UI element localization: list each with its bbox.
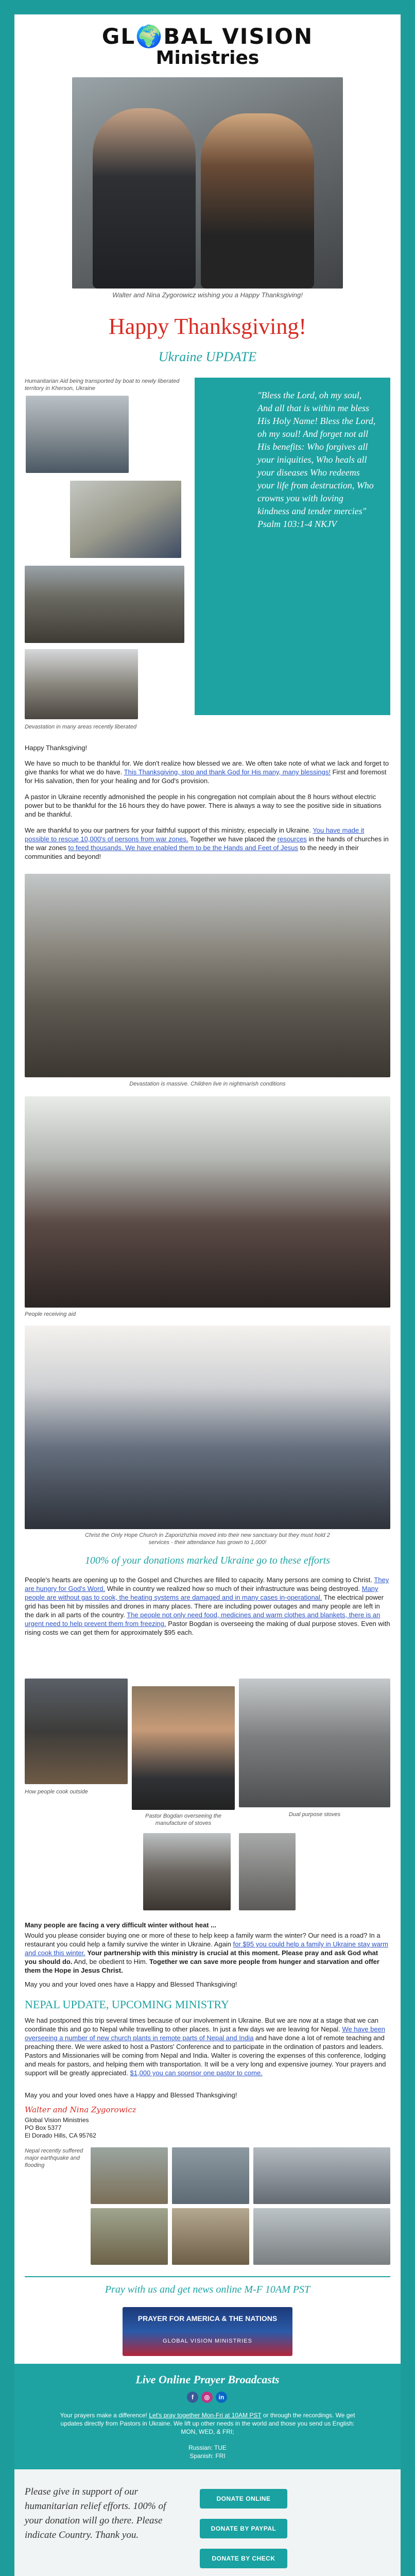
- prayer-banner-line1: PRAYER FOR AMERICA & THE NATIONS: [137, 2314, 278, 2323]
- church-plants-link[interactable]: We have been overseeing a number of new church plants in remote parts of Nepal and India: [25, 2025, 386, 2042]
- donate-panel: [14, 2469, 401, 2576]
- city-line: El Dorado Hills, CA 95762: [25, 2132, 96, 2139]
- hero-caption: Walter and Nina Zygorowicz wishing you a Happy Thanksgiving!: [112, 291, 303, 299]
- nepal-photo-2: [172, 2147, 249, 2204]
- prayer-banner[interactable]: [123, 2307, 292, 2356]
- nepal-title: NEPAL UPDATE, UPCOMING MINISTRY: [25, 1998, 229, 2011]
- outdoor-cooking-caption: How people cook outside: [25, 1789, 88, 1795]
- appeal-paragraph: Would you please consider buying one or more of these to help keep a family warm the winter? Our need is a road? In a restaurant you could help a family survive the winter in Ukraine. Again for $95 you could help a family in Ukraine stay warm and cook this winter. Your partnership with this ministry is crucial at this moment. Please pray and ask God what you should do. And, be obedient to Him. Together we can save more people from hunger and starvation and offer them the Hope in Jesus Christ.: [25, 1931, 388, 1974]
- donate-text: Please give in support of our humanitarian relief efforts. 100% of your donation will go there. Please indicate Country. Thank you.: [25, 2486, 166, 2540]
- thanksgiving-title: Happy Thanksgiving!: [108, 314, 307, 339]
- broadcast-time-link[interactable]: Let's pray together Mon-Fri at 10AM PST: [149, 2412, 262, 2419]
- stove-95-link[interactable]: for $95 you could help a family in Ukraine stay warm and cook this winter.: [25, 1940, 388, 1957]
- logo-text: GL🌍BAL VISION: [101, 24, 314, 49]
- stove-workshop-photo: [143, 1833, 231, 1910]
- ukraine-update-title: Ukraine UPDATE: [158, 349, 257, 364]
- church-photo: [25, 1326, 390, 1529]
- rescue-link[interactable]: You have made it possible to rescue 10,000's of persons from war zones.: [25, 826, 365, 843]
- broadcast-russian: Russian: TUE: [188, 2444, 227, 2451]
- letter-salutation: Happy Thanksgiving!: [25, 744, 88, 752]
- donate-check-button[interactable]: DONATE BY CHECK: [200, 2549, 287, 2568]
- sponsor-pastor-link[interactable]: $1,000 you can sponsor one pastor to come.: [130, 2069, 263, 2077]
- aid-photo: [70, 481, 181, 558]
- scripture-panel: [195, 378, 390, 715]
- nepal-photo-3: [253, 2147, 390, 2204]
- rubble-photo: [25, 649, 138, 719]
- devastation-photo: [25, 874, 390, 1077]
- without-gas-link[interactable]: Many people are without gas to cook, the heating systems are damaged and in many cases in-operational.: [25, 1585, 378, 1601]
- donations-title: 100% of your donations marked Ukraine go to these efforts: [84, 1555, 331, 1566]
- gods-word-link[interactable]: They are hungry for God's Word.: [25, 1576, 389, 1592]
- linkedin-icon[interactable]: in: [216, 2392, 227, 2403]
- church-caption: Christ the Only Hope Church in Zaporizhzhia moved into their new sanctuary but they must hold 2 services - their attendance has grown to 1,000!: [85, 1532, 330, 1546]
- pastor-bogdan-photo: [132, 1686, 235, 1810]
- broadcast-text: Your prayers make a difference! Let's pray together Mon-Fri at 10AM PST or through the recordings. We get updates directly from Pastors in Ukraine. We lift up other needs in the world and those you send us English: MON, WED, & FRI;: [60, 2412, 355, 2435]
- hero-photo: [72, 77, 343, 289]
- pastor-bogdan-caption: Pastor Bogdan overseeing the manufacture of stoves: [145, 1813, 221, 1826]
- prayer-banner-line2: GLOBAL VISION MINISTRIES: [163, 2338, 252, 2344]
- devastation-caption: Devastation in many areas recently liberated: [25, 724, 137, 730]
- facebook-icon[interactable]: f: [187, 2392, 198, 2403]
- stoves-row-photo: [239, 1679, 390, 1807]
- letter-paragraph-3: We are thankful to you our partners for your faithful support of this ministry, especially in Ukraine. You have made it possible to rescue 10,000's of persons from war zones. Together we have placed the resources in the hands of churches in the war zones to feed thousands. We have enabled them to be the Hands and Feet of Jesus to the needy in their communities and beyond!: [25, 826, 389, 860]
- nepal-caption: Nepal recently suffered major earthquake and flooding: [25, 2148, 83, 2168]
- po-box: PO Box 5377: [25, 2124, 62, 2131]
- signature-names: Walter and Nina Zygorowicz: [25, 2105, 136, 2114]
- people-aid-photo: [25, 1096, 390, 1308]
- donate-online-button[interactable]: DONATE ONLINE: [200, 2489, 287, 2509]
- nepal-closing: May you and your loved ones have a Happy and Blessed Thanksgiving!: [25, 2091, 237, 2099]
- org-name: Global Vision Ministries: [25, 2116, 89, 2124]
- nepal-paragraph: We had postponed this trip several times because of our involvement in Ukraine. But we are now at a stage that we can coordinate this and go to Nepal while travelling to other places. In just a few days we are leaving for Nepal. We have been overseeing a number of new church plants in remote parts of Nepal and India and have done a lot of remote teaching and preaching there. We were asked to host a Pastors' Conference and to participate in the ordination of pastors and leaders. Pastors and Missionaries will be coming from Nepal and India. Walter is covering the expenses of this conference, lodging and meals for pastors, and helping them with transportation. It will be a very long and expensive journey. Your prayers and support will be greatly appreciated. $1,000 you can sponsor one pastor to come.: [25, 2016, 386, 2077]
- boat-caption: Humanitarian Aid being transported by boat to newly liberated territory in Kherson, Ukraine: [25, 378, 180, 392]
- logo: [14, 24, 401, 69]
- nepal-photo-6: [253, 2208, 390, 2265]
- appeal-closing: May you and your loved ones have a Happy and Blessed Thanksgiving!: [25, 1980, 237, 1988]
- appeal-heading: Many people are facing a very difficult winter without heat ...: [25, 1921, 217, 1929]
- scripture-text: "Bless the Lord, oh my soul, And all that is within me bless His Holy Name! Bless the Lord, oh my soul! And forget not all His benefits: Who forgives all your iniquities, Who heals all your diseases Who redeems your life from destruction, Who crowns you with loving kindness and tender mercies" Psalm 103:1-4 NKJV: [257, 390, 376, 529]
- dual-stoves-caption: Dual purpose stoves: [288, 1811, 341, 1818]
- instagram-icon[interactable]: ◎: [201, 2392, 213, 2403]
- broadcast-social-icons: [187, 2392, 228, 2403]
- nepal-photo-1: [91, 2147, 168, 2204]
- letter-paragraph-2: A pastor in Ukraine recently admonished the people in his congregation not complain about the 8 hours without electric power but to be thankful for the 16 hours they do have power. There is always a way to see the positive side in situations and be thankful.: [25, 793, 382, 818]
- nepal-photo-5: [172, 2208, 249, 2265]
- outdoor-cooking-photo: [25, 1679, 128, 1784]
- donate-paypal-button[interactable]: DONATE BY PAYPAL: [200, 2519, 287, 2538]
- resources-link[interactable]: resources: [277, 835, 307, 843]
- logo-subtitle: Ministries: [155, 47, 260, 69]
- devastation-photo-caption: Devastation is massive. Children live in nightmarish conditions: [129, 1081, 286, 1087]
- feed-thousands-link[interactable]: to feed thousands. We have enabled them to be the Hands and Feet of Jesus: [68, 844, 298, 852]
- boat-photo: [26, 396, 129, 473]
- broadcast-title: Live Online Prayer Broadcasts: [135, 2373, 280, 2386]
- prayer-divider: [25, 2276, 390, 2277]
- people-aid-caption: People receiving aid: [25, 1311, 76, 1317]
- newsletter-card: [14, 14, 401, 2576]
- broadcast-spanish: Spanish: FRI: [189, 2452, 226, 2460]
- letter-paragraph-1: We have so much to be thankful for. We don't realize how blessed we are. We often take note of what we lack and forget to give thanks for what we do have. This Thanksgiving, stop and thank God for His many, many blessings! First and foremost for His salvation, then for your healing and for God's provision.: [25, 759, 389, 785]
- urgent-need-link[interactable]: The people not only need food, medicines and warm clothes and blankets, there is an urgent need to help prevent them from freezing.: [25, 1611, 381, 1628]
- prayer-title: Pray with us and get news online M-F 10AM PST: [105, 2284, 310, 2295]
- nepal-photo-4: [91, 2208, 168, 2265]
- stove-detail-photo: [239, 1833, 296, 1910]
- destroyed-buildings-photo: [25, 566, 184, 643]
- broadcast-band: [14, 2364, 401, 2469]
- fruits-paragraph: People's hearts are opening up to the Gospel and Churches are filled to capacity. Many persons are coming to Christ. They are hungry for God's Word. While in country we realized how so much of their infrastructure was being destroyed. Many people are without gas to cook, the heating systems are damaged and in many cases in-operational. The electrical power grid has been hit by missiles and drones in many places. There are including power outages and many people are left in the dark in all parts of the country. The people not only need food, medicines and warm clothes and blankets, there is an urgent need to help prevent them from freezing. Pastor Bogdan is overseeing the making of dual purpose stoves. Even with rising costs we can get them for approximately $95 each.: [25, 1576, 390, 1636]
- thanksgiving-link[interactable]: This Thanksgiving, stop and thank God for His many, many blessings!: [124, 768, 331, 776]
